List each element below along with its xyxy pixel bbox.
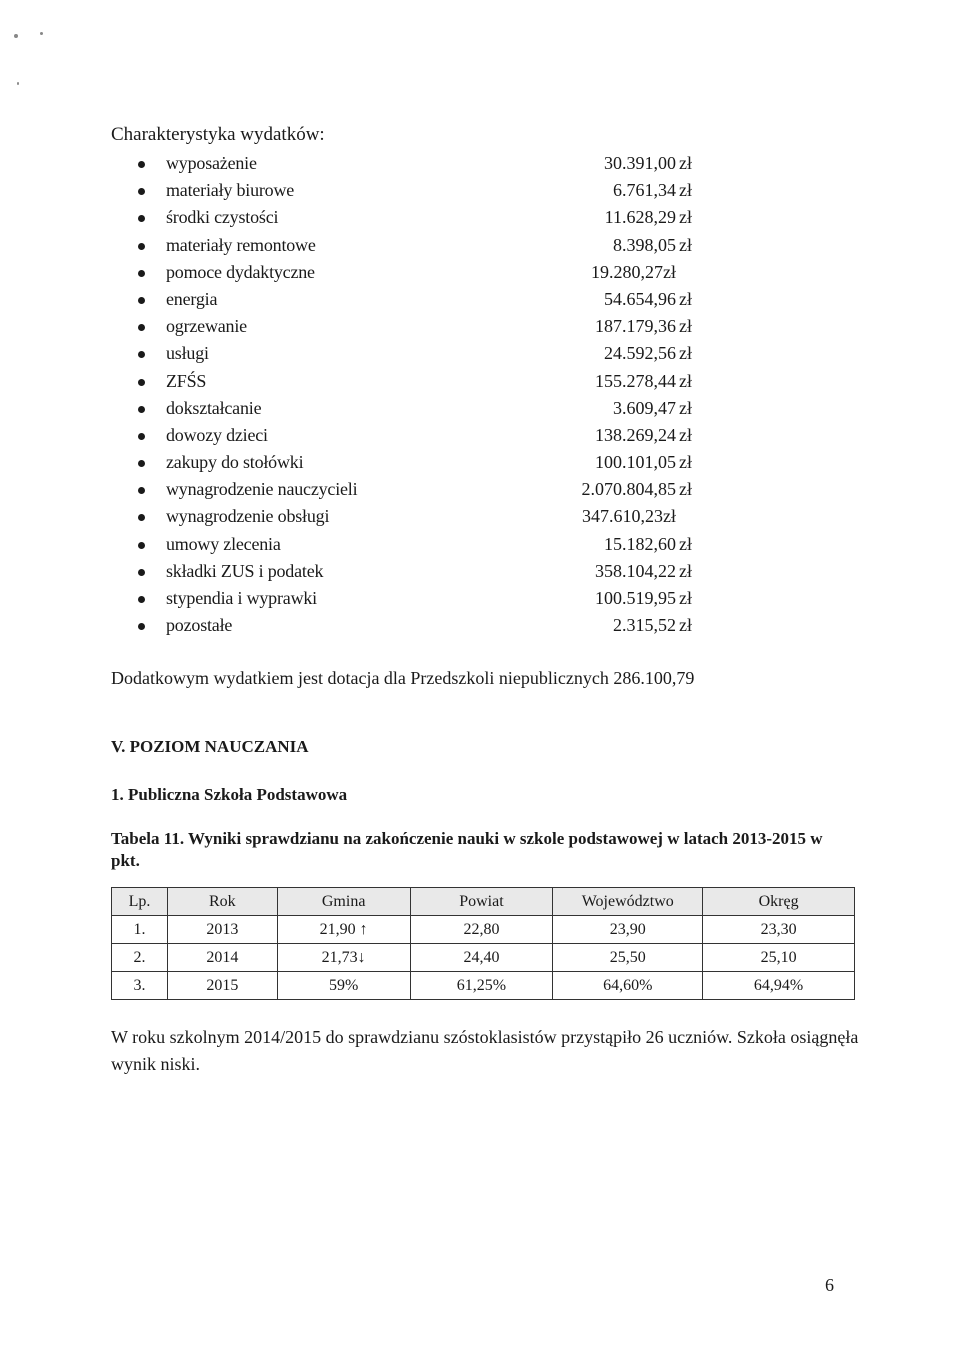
table-caption: Tabela 11. Wyniki sprawdzianu na zakończenie nauki w szkole podstawowej w latach 2013-2015 w pkt. <box>111 829 823 870</box>
expense-label: ogrzewanie <box>166 316 247 337</box>
bullet-icon <box>138 514 145 521</box>
scan-speck <box>17 82 19 85</box>
table-row <box>112 944 855 972</box>
expense-amount <box>441 585 701 612</box>
table-header-cell: Lp. <box>112 888 168 916</box>
expense-value: 8.398,05 <box>613 234 676 255</box>
expense-amount <box>441 476 701 503</box>
scan-speck <box>14 34 18 38</box>
expense-label: ZFŚS <box>166 370 207 391</box>
expense-amount <box>441 340 701 367</box>
expense-label: dokształcanie <box>166 397 262 418</box>
table-cell: 1. <box>112 916 168 944</box>
table-cell: 2015 <box>167 972 277 1000</box>
note-paragraph: W roku szkolnym 2014/2015 do sprawdzianu szóstoklasistów przystąpiło 26 uczniów. Szkoła osiągnęła wynik niski. <box>111 1027 859 1074</box>
bullet-icon <box>138 596 145 603</box>
results-table <box>111 887 855 1000</box>
expense-value: 347.610,23zł <box>582 506 676 527</box>
expense-unit: zł <box>679 397 692 418</box>
bullet-icon <box>138 297 145 304</box>
expense-label: środki czystości <box>166 207 279 228</box>
bullet-icon <box>138 324 145 331</box>
bullet-icon <box>138 487 145 494</box>
expense-unit: zł <box>679 180 692 201</box>
table-cell: 21,90 ↑ <box>277 916 410 944</box>
expense-value: 2.315,52 <box>613 615 676 636</box>
bullet-icon <box>138 433 145 440</box>
scan-speck <box>40 32 43 35</box>
expense-amount <box>441 449 701 476</box>
expense-value: 11.628,29 <box>604 207 676 228</box>
expense-amount <box>441 259 701 286</box>
table-cell: 21,73↓ <box>277 944 410 972</box>
table-cell: 25,50 <box>553 944 703 972</box>
expense-unit: zł <box>679 343 692 364</box>
expenses-heading: Charakterystyka wydatków: <box>111 124 325 145</box>
table-cell: 23,90 <box>553 916 703 944</box>
expense-amount <box>441 177 701 204</box>
bullet-icon <box>138 243 145 250</box>
expense-label: wyposażenie <box>166 153 257 173</box>
expense-value: 358.104,22 <box>595 560 676 581</box>
table-header-row <box>112 888 855 916</box>
expense-amount <box>441 150 701 177</box>
expense-unit: zł <box>679 153 692 173</box>
table-row <box>112 972 855 1000</box>
expense-label: składki ZUS i podatek <box>166 560 324 581</box>
bullet-icon <box>138 460 145 467</box>
table-header-cell: Powiat <box>410 888 553 916</box>
table-header-cell: Gmina <box>277 888 410 916</box>
expense-value: 2.070.804,85 <box>581 479 676 500</box>
expense-value: 187.179,36 <box>595 316 676 337</box>
expense-unit: zł <box>679 479 692 500</box>
table-cell: 2013 <box>167 916 277 944</box>
expense-amount <box>441 368 701 395</box>
expense-unit: zł <box>679 370 692 391</box>
expense-amount <box>441 395 701 422</box>
expense-label: pozostałe <box>166 615 233 636</box>
bullet-icon <box>138 351 145 358</box>
expense-value: 54.654,96 <box>604 288 676 309</box>
expense-label: umowy zlecenia <box>166 533 281 554</box>
table-cell: 61,25% <box>410 972 553 1000</box>
table-cell: 25,10 <box>703 944 855 972</box>
table-header-cell: Okręg <box>703 888 855 916</box>
expense-label: energia <box>166 288 218 309</box>
expense-value: 19.280,27zł <box>591 261 676 282</box>
bullet-icon <box>138 406 145 413</box>
expense-unit: zł <box>679 316 692 337</box>
expense-unit: zł <box>679 207 692 228</box>
expense-value: 15.182,60 <box>604 533 676 554</box>
expense-amount <box>441 503 701 530</box>
table-cell: 24,40 <box>410 944 553 972</box>
expense-unit: zł <box>679 234 692 255</box>
expense-unit: zł <box>679 424 692 445</box>
expense-amount <box>441 204 701 231</box>
table-cell: 3. <box>112 972 168 1000</box>
expense-label: wynagrodzenie nauczycieli <box>166 479 358 500</box>
expense-label: materiały remontowe <box>166 234 316 255</box>
expense-value: 100.101,05 <box>595 452 676 473</box>
bullet-icon <box>138 569 145 576</box>
expense-value: 3.609,47 <box>613 397 676 418</box>
expense-unit: zł <box>679 288 692 309</box>
expense-unit: zł <box>679 560 692 581</box>
table-cell: 64,60% <box>553 972 703 1000</box>
table-cell: 23,30 <box>703 916 855 944</box>
table-cell: 2014 <box>167 944 277 972</box>
expense-amount <box>441 612 701 639</box>
expense-unit: zł <box>679 588 692 608</box>
expense-amount <box>441 531 701 558</box>
table-header-cell: Województwo <box>553 888 703 916</box>
page-number: 6 <box>825 1275 834 1295</box>
expense-unit: zł <box>679 533 692 554</box>
bullet-icon <box>138 623 145 630</box>
expense-label: zakupy do stołówki <box>166 452 304 473</box>
expense-label: pomoce dydaktyczne <box>166 261 315 282</box>
expense-label: wynagrodzenie obsługi <box>166 506 330 527</box>
bullet-icon <box>138 215 145 222</box>
expense-unit: zł <box>679 615 692 636</box>
expense-amount <box>441 313 701 340</box>
expense-label: stypendia i wyprawki <box>166 588 317 608</box>
table-body <box>112 916 855 1000</box>
table-cell: 59% <box>277 972 410 1000</box>
expense-value: 100.519,95 <box>595 588 676 608</box>
extra-expense-paragraph: Dodatkowym wydatkiem jest dotacja dla Przedszkoli niepublicznych 286.100,79 <box>111 668 695 688</box>
expense-value: 30.391,00 <box>604 153 676 173</box>
expense-value: 155.278,44 <box>595 370 676 391</box>
expense-amount <box>441 232 701 259</box>
bullet-icon <box>138 379 145 386</box>
expense-value: 138.269,24 <box>595 424 676 445</box>
section-title: V. POZIOM NAUCZANIA <box>111 737 309 756</box>
bullet-icon <box>138 270 145 277</box>
bullet-icon <box>138 542 145 549</box>
table-cell: 64,94% <box>703 972 855 1000</box>
bullet-icon <box>138 188 145 195</box>
expense-value: 24.592,56 <box>604 343 676 364</box>
expense-amount <box>441 286 701 313</box>
expense-label: materiały biurowe <box>166 180 295 201</box>
expense-label: usługi <box>166 343 209 364</box>
expense-unit: zł <box>679 452 692 473</box>
table-cell: 22,80 <box>410 916 553 944</box>
expense-amount <box>441 422 701 449</box>
table-cell: 2. <box>112 944 168 972</box>
bullet-icon <box>138 161 145 168</box>
table-row <box>112 916 855 944</box>
table-header-cell: Rok <box>167 888 277 916</box>
subsection-title: 1. Publiczna Szkoła Podstawowa <box>111 785 348 804</box>
expense-label: dowozy dzieci <box>166 424 268 445</box>
expense-amount <box>441 558 701 585</box>
expense-value: 6.761,34 <box>613 180 676 201</box>
